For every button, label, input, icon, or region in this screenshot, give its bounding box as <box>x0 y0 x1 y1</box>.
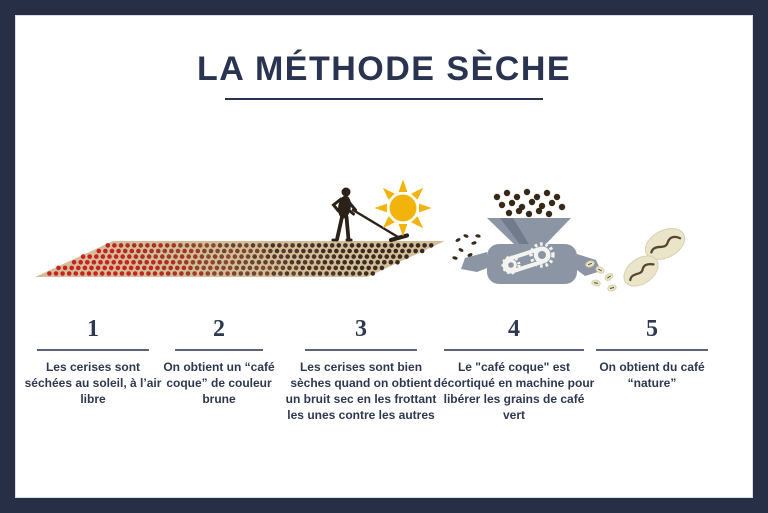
page-title: LA MÉTHODE SÈCHE <box>196 50 572 88</box>
step-3-text: Les cerises sont bien sèches quand on obtient un bruit sec en les frottant les unes contre les autres <box>285 360 437 422</box>
header <box>0 50 768 100</box>
step-4-divider <box>444 349 584 351</box>
step-2 <box>153 316 285 408</box>
step-1-divider <box>37 349 149 351</box>
falling-cherries-icon <box>494 189 565 217</box>
step-3-divider <box>305 349 417 351</box>
step-3-number: 3 <box>355 316 367 342</box>
steps-row <box>0 316 768 466</box>
step-1-text: Les cerises sont séchées au soleil, à l’air libre <box>24 360 162 407</box>
green-coffee-beans-icon <box>618 222 690 292</box>
title-underline <box>225 98 543 100</box>
step-2-number: 2 <box>213 316 225 342</box>
green-beans-output-icon <box>585 260 617 292</box>
step-3 <box>283 316 439 424</box>
step-1 <box>23 316 163 408</box>
process-illustration <box>0 160 768 310</box>
step-4 <box>432 316 596 424</box>
step-5-number: 5 <box>646 316 658 342</box>
step-4-text: Le "café coque" est décortiqué en machine pour libérer les grains de café vert <box>433 360 595 422</box>
step-2-divider <box>175 349 263 351</box>
step-2-text: On obtient un “café coque” de couleur brune <box>163 360 275 407</box>
step-5 <box>577 316 727 392</box>
step-5-divider <box>596 349 708 351</box>
step-1-number: 1 <box>87 316 99 342</box>
step-5-text: On obtient du café “nature” <box>599 360 705 391</box>
step-4-number: 4 <box>508 316 520 342</box>
sun-icon <box>375 180 432 237</box>
hulling-machine-icon <box>452 189 617 292</box>
